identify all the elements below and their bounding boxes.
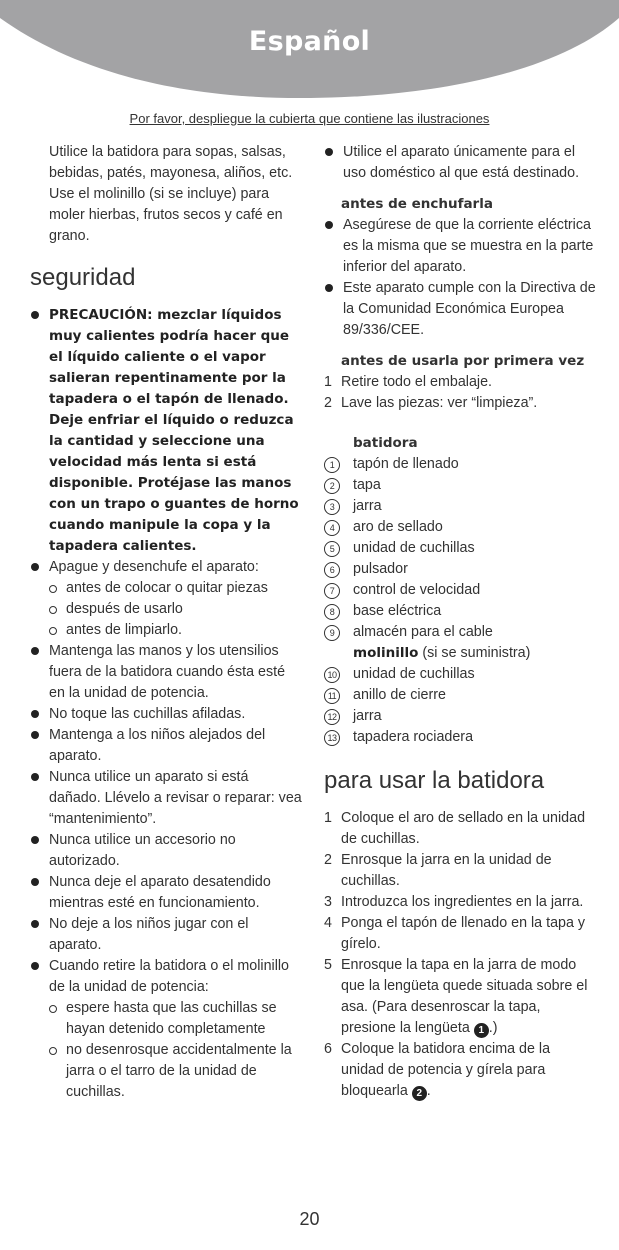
step-text-end: .) [488, 1020, 498, 1036]
blender-part [324, 475, 596, 496]
usage-step [324, 1039, 596, 1102]
safety-bullet: Nunca deje el aparato desatendido mientras esté en funcionamiento. [30, 872, 304, 914]
usage-step [324, 808, 596, 850]
mill-part [324, 685, 596, 706]
blender-part [324, 622, 596, 643]
part-number: 5 [324, 541, 340, 557]
step-number: 5 [324, 957, 332, 973]
safety-bullet: No toque las cuchillas afiladas. [30, 704, 304, 725]
remove-subitem: no desenrosque accidentalmente la jarra o el tarro de la unidad de cuchillas. [30, 1040, 304, 1103]
blender-part [324, 601, 596, 622]
usage-step [324, 955, 596, 1039]
first-use-step [324, 393, 596, 414]
safety-bullet: No deje a los niños jugar con el aparato. [30, 914, 304, 956]
step-number: 1 [324, 810, 332, 826]
part-number: 1 [324, 457, 340, 473]
part-label: jarra [353, 498, 382, 514]
part-number: 2 [324, 478, 340, 494]
step-text: Introduzca los ingredientes en la jarra. [341, 894, 584, 910]
usage-step [324, 892, 596, 913]
part-number: 10 [324, 667, 340, 683]
before-plug-bullet: Asegúrese de que la corriente eléctrica es la misma que se muestra en la parte inferior del aparato. [324, 215, 596, 278]
step-text: Retire todo el embalaje. [341, 374, 492, 390]
part-number: 3 [324, 499, 340, 515]
before-plug-bullet: Este aparato cumple con la Directiva de la Comunidad Económica Europea 89/336/CEE. [324, 278, 596, 341]
safety-bullet: Nunca utilice un accesorio no autorizado. [30, 830, 304, 872]
part-label: tapa [353, 477, 381, 493]
step-number: 6 [324, 1041, 332, 1057]
heading-before-plug: antes de enchufarla [341, 196, 493, 212]
step-number: 3 [324, 894, 332, 910]
unplug-subitem: antes de limpiarlo. [30, 620, 304, 641]
heading-blender: batidora [353, 435, 418, 451]
blender-part [324, 538, 596, 559]
safety-bullet: Nunca utilice un aparato si está dañado. Llévelo a revisar o reparar: vea “mantenimiento”. [30, 767, 304, 830]
usage-step [324, 850, 596, 892]
step-text: Ponga el tapón de llenado en la tapa y gírelo. [341, 915, 586, 952]
unplug-subitem: después de usarlo [30, 599, 304, 620]
bullet-remove: Cuando retire la batidora o el molinillo de la unidad de potencia: [30, 956, 304, 998]
mill-part [324, 706, 596, 727]
heading-mill: molinillo [353, 645, 419, 661]
step-text: Coloque el aro de sellado en la unidad de cuchillas. [341, 810, 586, 847]
left-column [30, 142, 304, 1103]
mill-note: (si se suministra) [422, 645, 531, 661]
blender-part [324, 517, 596, 538]
usage-step [324, 913, 596, 955]
part-number: 12 [324, 709, 340, 725]
part-label: unidad de cuchillas [353, 540, 475, 556]
part-label: anillo de cierre [353, 687, 446, 703]
section-heading-usage: para usar la batidora [324, 767, 545, 794]
step-text: Enrosque la jarra en la unidad de cuchillas. [341, 852, 552, 889]
step-number: 4 [324, 915, 332, 931]
language-title: Español [248, 26, 371, 57]
blender-part [324, 496, 596, 517]
part-number: 7 [324, 583, 340, 599]
step-number: 2 [324, 852, 332, 868]
part-label: aro de sellado [353, 519, 443, 535]
step-number: 1 [324, 374, 332, 390]
caution-warning: PRECAUCIÓN: mezclar líquidos muy calientes podría hacer que el líquido caliente o el vapor salieran repentinamente por la tapadera o el tapón de llenado. Deje enfriar el líquido o reduzca la cantidad y seleccione una velocidad más lenta si está disponible. Protéjase las manos con un trapo o guantes de horno cuando manipule la copa y la tapadera calientes. [30, 305, 304, 557]
step-number: 2 [324, 395, 332, 411]
part-number: 9 [324, 625, 340, 641]
first-use-step [324, 372, 596, 393]
mill-part [324, 727, 596, 748]
safety-bullet: Mantenga las manos y los utensilios fuera de la batidora cuando ésta esté en la unidad de potencia. [30, 641, 304, 704]
part-label: almacén para el cable [353, 624, 493, 640]
part-label: tapadera rociadera [353, 729, 474, 745]
step-text: Enrosque la tapa en la jarra de modo que la lengüeta quede situada sobre el asa. (Para desenroscar la tapa, presione la lengüeta [341, 957, 588, 1036]
unplug-subitem: antes de colocar o quitar piezas [30, 578, 304, 599]
mill-part [324, 664, 596, 685]
step-text: Lave las piezas: ver “limpieza”. [341, 395, 538, 411]
figure-ref-badge: 1 [474, 1023, 489, 1038]
part-label: control de velocidad [353, 582, 481, 598]
part-number: 13 [324, 730, 340, 746]
part-number: 6 [324, 562, 340, 578]
part-number: 4 [324, 520, 340, 536]
right-column [324, 142, 596, 1102]
page-number: 20 [299, 1209, 320, 1229]
part-number: 8 [324, 604, 340, 620]
step-text-end: . [426, 1083, 431, 1099]
part-label: tapón de llenado [353, 456, 459, 472]
mill-heading-row [324, 643, 596, 664]
blender-part [324, 580, 596, 601]
part-label: jarra [353, 708, 382, 724]
fold-out-note: Por favor, despliegue la cubierta que contiene las ilustraciones [129, 111, 490, 126]
section-heading-safety: seguridad [30, 264, 136, 291]
bullet-unplug: Apague y desenchufe el aparato: [30, 557, 304, 578]
step-text: Coloque la batidora encima de la unidad de potencia y gírela para bloquearla [341, 1041, 551, 1099]
figure-ref-badge: 2 [412, 1086, 427, 1101]
intro-paragraph: Utilice la batidora para sopas, salsas, bebidas, patés, mayonesa, aliños, etc. Use el molinillo (si se incluye) para moler hierbas, frutos secos y café en grano. [49, 144, 293, 244]
safety-bullet: Mantenga a los niños alejados del aparato. [30, 725, 304, 767]
heading-first-use: antes de usarla por primera vez [341, 353, 585, 369]
blender-part [324, 559, 596, 580]
part-number: 11 [324, 688, 340, 704]
part-label: unidad de cuchillas [353, 666, 475, 682]
bullet-household-use: Utilice el aparato únicamente para el uso doméstico al que está destinado. [324, 142, 596, 184]
remove-subitem: espere hasta que las cuchillas se hayan detenido completamente [30, 998, 304, 1040]
blender-part [324, 454, 596, 475]
part-label: pulsador [353, 561, 408, 577]
part-label: base eléctrica [353, 603, 442, 619]
